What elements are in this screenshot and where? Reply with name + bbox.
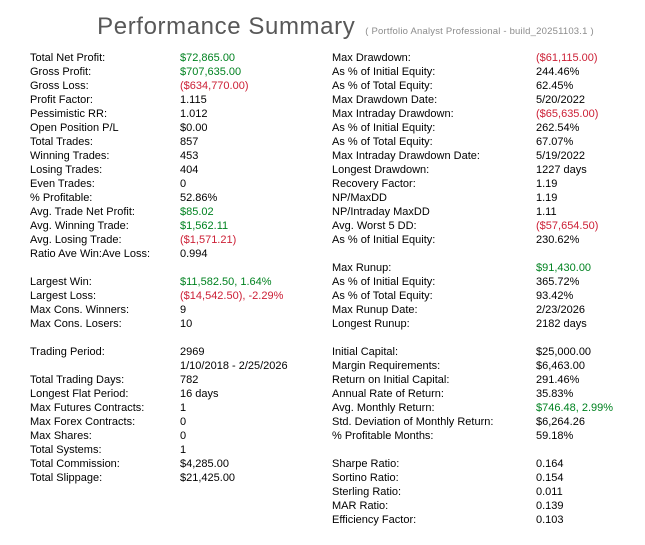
- stat-value: 16 days: [180, 388, 219, 400]
- stat-label: Max Cons. Losers:: [30, 318, 122, 330]
- stat-value: ($61,115.00): [536, 52, 598, 64]
- stat-label: Return on Initial Capital:: [332, 374, 450, 386]
- stat-value: 244.46%: [536, 66, 580, 78]
- stat-value: 291.46%: [536, 374, 580, 386]
- stat-value: $91,430.00: [536, 262, 592, 274]
- stat-value: 1: [180, 402, 187, 414]
- stat-label: Winning Trades:: [30, 150, 110, 162]
- report-header: [0, 0, 645, 41]
- stat-label: Total Slippage:: [30, 472, 103, 484]
- stat-value: 5/19/2022: [536, 150, 585, 162]
- stat-value: 262.54%: [536, 122, 580, 134]
- stat-label: As % of Total Equity:: [332, 80, 433, 92]
- stat-value: 1.012: [180, 108, 208, 120]
- stat-value: 0.154: [536, 472, 564, 484]
- stat-value: ($634,770.00): [180, 80, 249, 92]
- stat-value: ($57,654.50): [536, 220, 599, 232]
- stat-value: 0.103: [536, 514, 564, 526]
- stat-value: ($65,635.00): [536, 108, 599, 120]
- stat-value: 59.18%: [536, 430, 574, 442]
- stat-value: 1.19: [536, 192, 558, 204]
- stat-label: Max Futures Contracts:: [30, 402, 145, 414]
- stat-value: 365.72%: [536, 276, 580, 288]
- stat-label: As % of Total Equity:: [332, 290, 433, 302]
- stat-label: Trading Period:: [30, 346, 105, 358]
- stat-label: [30, 261, 180, 275]
- stat-label: Max Drawdown Date:: [332, 94, 438, 106]
- stat-value: [536, 443, 613, 457]
- stat-label: Total Trading Days:: [30, 374, 125, 386]
- stat-value: 2969: [180, 346, 205, 358]
- stat-label: Largest Loss:: [30, 290, 97, 302]
- stat-label: Sortino Ratio:: [332, 472, 399, 484]
- stat-value: 2/23/2026: [536, 304, 585, 316]
- stat-label: Profit Factor:: [30, 94, 93, 106]
- stat-value: 1227 days: [536, 164, 587, 176]
- stat-label: Max Runup:: [332, 262, 392, 274]
- stat-value: 0: [180, 178, 187, 190]
- stat-value: $0.00: [180, 122, 208, 134]
- stat-value: ($14,542.50), -2.29%: [180, 290, 284, 302]
- stat-value: [180, 331, 332, 345]
- stat-label: Max Runup Date:: [332, 304, 418, 316]
- stat-label: Gross Loss:: [30, 80, 89, 92]
- stat-value: [180, 485, 332, 499]
- stat-value: 5/20/2022: [536, 94, 585, 106]
- stat-label: Open Position P/L: [30, 122, 119, 134]
- stat-label: Max Intraday Drawdown:: [332, 108, 454, 120]
- stat-label: Longest Flat Period:: [30, 388, 129, 400]
- stat-label: Sharpe Ratio:: [332, 458, 400, 470]
- stat-value: 0.164: [536, 458, 564, 470]
- stat-label: NP/MaxDD: [332, 192, 388, 204]
- stat-label: Even Trades:: [30, 178, 95, 190]
- stat-label: As % of Initial Equity:: [332, 276, 436, 288]
- stat-value: 0.994: [180, 248, 208, 260]
- stat-value: 1.11: [536, 206, 557, 218]
- stat-label: [332, 331, 536, 345]
- stats-grid: [30, 51, 613, 527]
- stat-value: 9: [180, 304, 187, 316]
- stat-value: 1: [180, 444, 187, 456]
- stat-value: 0.139: [536, 500, 564, 512]
- stat-label: % Profitable:: [30, 192, 93, 204]
- stat-value: 2182 days: [536, 318, 587, 330]
- stat-label: Max Shares:: [30, 430, 92, 442]
- stat-value: 0: [180, 430, 187, 442]
- stat-label: [30, 331, 180, 345]
- stat-value: [180, 499, 332, 513]
- stat-label: Avg. Trade Net Profit:: [30, 206, 135, 218]
- stat-value: $72,865.00: [180, 52, 236, 64]
- stat-label: [30, 499, 180, 513]
- stat-value: 0.011: [536, 486, 563, 498]
- stat-value: 782: [180, 374, 199, 386]
- stat-value: 453: [180, 150, 199, 162]
- stat-value: $85.02: [180, 206, 214, 218]
- build-info: ( Portfolio Analyst Professional - build_20251103.1 ): [365, 26, 594, 37]
- stat-value: 230.62%: [536, 234, 580, 246]
- stat-value: ($1,571.21): [180, 234, 237, 246]
- stat-label: Initial Capital:: [332, 346, 399, 358]
- stat-label: [332, 443, 536, 457]
- stat-label: Ratio Ave Win:Ave Loss:: [30, 248, 151, 260]
- stat-value: 52.86%: [180, 192, 218, 204]
- stat-value: 404: [180, 164, 199, 176]
- stat-value: 93.42%: [536, 290, 574, 302]
- stat-label: Total Trades:: [30, 136, 93, 148]
- stat-value: [536, 247, 613, 261]
- stat-value: $707,635.00: [180, 66, 242, 78]
- stat-value: 35.83%: [536, 388, 574, 400]
- stat-value: 1/10/2018 - 2/25/2026: [180, 360, 288, 372]
- stat-label: Longest Runup:: [332, 318, 410, 330]
- stat-value: $4,285.00: [180, 458, 229, 470]
- stat-value: 857: [180, 136, 199, 148]
- stat-label: [30, 513, 180, 527]
- stat-label: Avg. Monthly Return:: [332, 402, 435, 414]
- stat-label: Max Intraday Drawdown Date:: [332, 150, 480, 162]
- stat-value: $21,425.00: [180, 472, 236, 484]
- stat-value: 67.07%: [536, 136, 574, 148]
- stat-label: Max Forex Contracts:: [30, 416, 136, 428]
- stat-value: $746.48, 2.99%: [536, 402, 614, 414]
- stat-label: Total Net Profit:: [30, 52, 106, 64]
- stat-label: [30, 359, 180, 373]
- stat-label: Std. Deviation of Monthly Return:: [332, 416, 494, 428]
- stat-label: As % of Initial Equity:: [332, 122, 436, 134]
- stat-label: NP/Intraday MaxDD: [332, 206, 430, 218]
- stat-value: 62.45%: [536, 80, 574, 92]
- stat-label: Total Systems:: [30, 444, 102, 456]
- stat-label: Margin Requirements:: [332, 360, 441, 372]
- stat-label: Max Drawdown:: [332, 52, 411, 64]
- stat-value: [180, 513, 332, 527]
- stat-value: $6,463.00: [536, 360, 585, 372]
- stat-label: Max Cons. Winners:: [30, 304, 130, 316]
- stat-value: 0: [180, 416, 187, 428]
- stat-value: $25,000.00: [536, 346, 592, 358]
- stat-label: Total Commission:: [30, 458, 120, 470]
- stat-value: 1.19: [536, 178, 558, 190]
- stat-label: Sterling Ratio:: [332, 486, 402, 498]
- stat-label: Avg. Losing Trade:: [30, 234, 122, 246]
- stat-label: As % of Initial Equity:: [332, 66, 436, 78]
- stat-value: $11,582.50, 1.64%: [180, 276, 272, 288]
- stat-value: 1.115: [180, 94, 207, 106]
- stat-label: % Profitable Months:: [332, 430, 434, 442]
- page-title: Performance Summary: [97, 13, 356, 40]
- stat-value: $1,562.11: [180, 220, 229, 232]
- stat-value: $6,264.26: [536, 416, 585, 428]
- stat-value: [536, 331, 613, 345]
- stat-label: As % of Initial Equity:: [332, 234, 436, 246]
- stat-label: Efficiency Factor:: [332, 514, 417, 526]
- stat-label: [30, 485, 180, 499]
- stat-label: [332, 247, 536, 261]
- stat-label: Avg. Winning Trade:: [30, 220, 129, 232]
- stat-label: Losing Trades:: [30, 164, 103, 176]
- stat-label: Recovery Factor:: [332, 178, 416, 190]
- stat-label: Longest Drawdown:: [332, 164, 430, 176]
- stat-label: As % of Total Equity:: [332, 136, 433, 148]
- stat-label: Annual Rate of Return:: [332, 388, 444, 400]
- stat-label: Avg. Worst 5 DD:: [332, 220, 417, 232]
- stat-value: [180, 261, 332, 275]
- stat-label: MAR Ratio:: [332, 500, 389, 512]
- stat-label: Gross Profit:: [30, 66, 92, 78]
- stat-value: 10: [180, 318, 193, 330]
- stat-label: Largest Win:: [30, 276, 92, 288]
- stat-label: Pessimistic RR:: [30, 108, 108, 120]
